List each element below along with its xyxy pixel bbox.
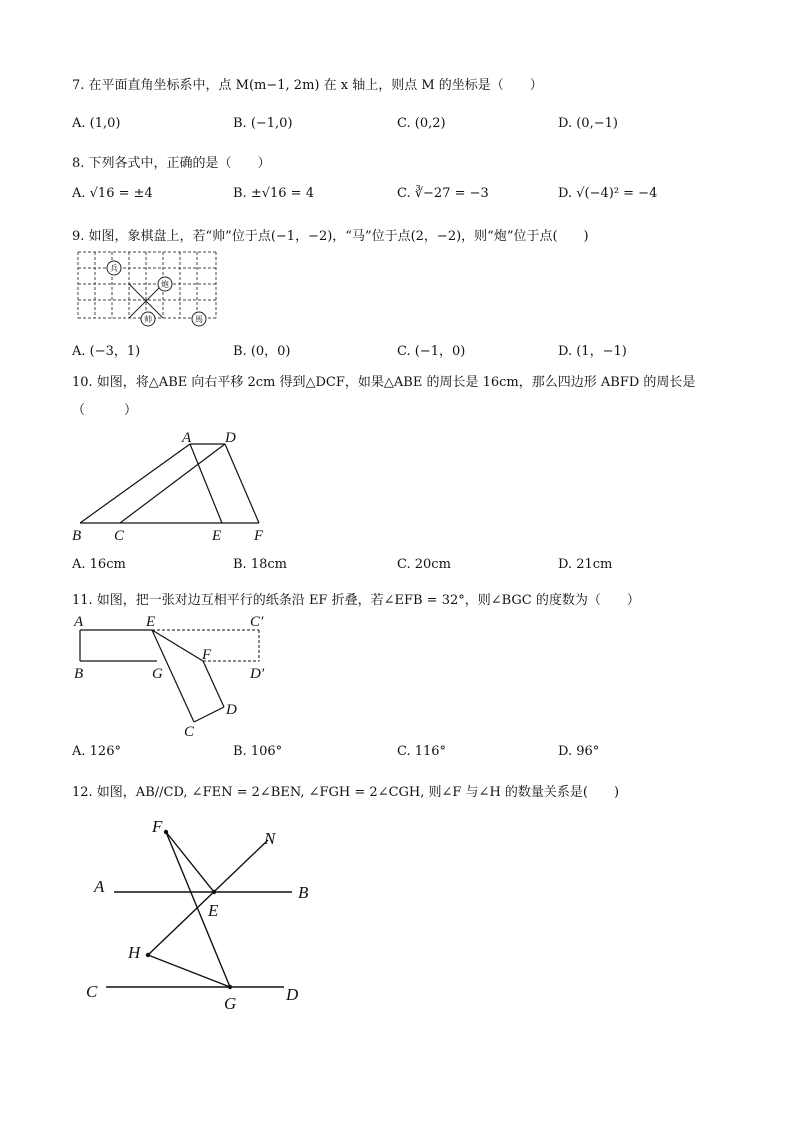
label-d: D [286, 985, 299, 1004]
label-b: B [72, 528, 82, 544]
q9-option-c: C. (−1，0) [397, 344, 466, 359]
label-d: D [225, 430, 236, 446]
piece-ma-label: 馬 [195, 315, 203, 324]
question-12-stem: 12. 如图，AB//CD, ∠FEN = 2∠BEN, ∠FGH = 2∠CGH, 则∠F 与∠H 的数量关系是( ) [72, 785, 620, 800]
question-7-stem: 7. 在平面直角坐标系中，点 M(m−1, 2m) 在 x 轴上，则点 M 的坐标是（ ） [72, 78, 543, 93]
q8-option-c: C. ∛−27 = −3 [397, 186, 489, 201]
q9-option-d: D. (1，−1) [558, 344, 627, 359]
q11-option-b: B. 106° [233, 744, 283, 759]
label-c: C [114, 528, 125, 544]
q10-option-c: C. 20cm [397, 557, 451, 572]
label-a: A [182, 430, 192, 446]
label-g: G [152, 666, 163, 682]
question-11-stem: 11. 如图，把一张对边互相平行的纸条沿 EF 折叠，若∠EFB = 32°，则∠BGC 的度数为（ ） [72, 593, 640, 608]
question-8-stem: 8. 下列各式中，正确的是（ ） [72, 156, 271, 171]
label-c-prime: C′ [250, 614, 264, 630]
q8-option-b: B. ±√16 = 4 [233, 186, 314, 201]
label-h: H [128, 943, 141, 962]
label-e: E [212, 528, 222, 544]
fold-figure [66, 610, 286, 740]
piece-pao-label: 炮 [161, 280, 169, 289]
label-e: E [208, 901, 219, 920]
label-a: A [94, 877, 105, 896]
q10-option-d: D. 21cm [558, 557, 613, 572]
label-f: F [254, 528, 264, 544]
q11-option-d: D. 96° [558, 744, 600, 759]
q7-option-c: C. (0,2) [397, 116, 446, 131]
q7-option-d: D. (0,−1) [558, 116, 618, 131]
q7-option-b: B. (−1,0) [233, 116, 293, 131]
question-9-stem: 9. 如图，象棋盘上，若“帅”位于点(−1，−2)，“马”位于点(2，−2)，则“炮”位于点( ) [72, 229, 589, 244]
q10-option-a: A. 16cm [72, 557, 126, 572]
piece-shuai-label: 帅 [144, 315, 152, 324]
label-d-prime: D′ [250, 666, 265, 682]
label-c: C [86, 982, 98, 1001]
label-f: F [202, 647, 212, 663]
question-10-stem-line2: （ ） [72, 403, 138, 418]
label-f: F [152, 817, 163, 836]
label-n: N [264, 829, 276, 848]
chessboard-figure [76, 250, 220, 328]
label-b: B [298, 883, 309, 902]
q11-option-a: A. 126° [72, 744, 121, 759]
label-c: C [184, 724, 195, 740]
q10-option-b: B. 18cm [233, 557, 287, 572]
q11-option-c: C. 116° [397, 744, 447, 759]
label-a: A [74, 614, 84, 630]
q9-option-b: B. (0，0) [233, 344, 291, 359]
label-g: G [224, 994, 237, 1013]
translation-figure [66, 426, 276, 546]
q8-option-a: A. √16 = ±4 [72, 186, 153, 201]
question-10-stem-line1: 10. 如图，将△ABE 向右平移 2cm 得到△DCF，如果△ABE 的周长是 16cm，那么四边形 ABFD 的周长是 [72, 375, 696, 390]
parallel-lines-figure [80, 810, 330, 1020]
q8-option-d: D. √(−4)² = −4 [558, 186, 658, 201]
piece-bing-label: 兵 [110, 264, 118, 273]
q7-option-a: A. (1,0) [72, 116, 121, 131]
label-d: D [226, 702, 237, 718]
label-e: E [146, 614, 156, 630]
label-b: B [74, 666, 84, 682]
q9-option-a: A. (−3，1) [72, 344, 141, 359]
